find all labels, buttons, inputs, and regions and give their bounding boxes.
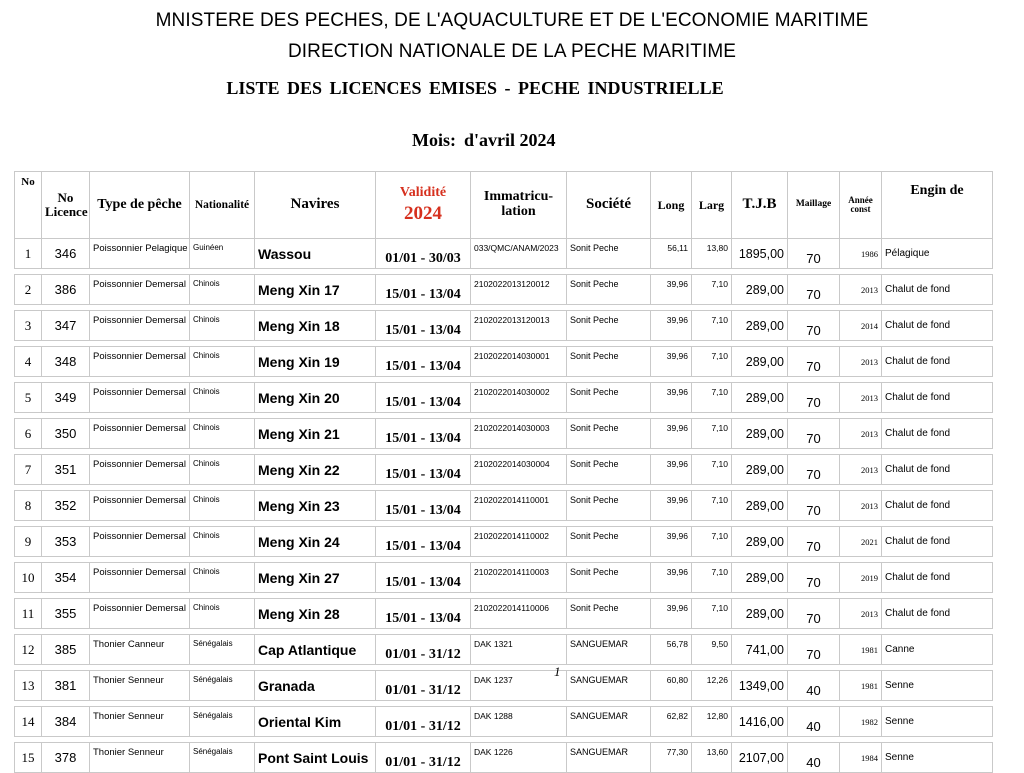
cell-annee: 1981 [840, 671, 882, 701]
cell-tjb: 289,00 [732, 455, 788, 485]
cell-long: 39,96 [651, 419, 692, 449]
cell-engin: Senne [882, 707, 993, 737]
cell-tjb: 289,00 [732, 491, 788, 521]
cell-long: 39,96 [651, 455, 692, 485]
cell-maillage: 40 [788, 671, 840, 701]
cell-maillage: 70 [788, 347, 840, 377]
cell-engin: Chalut de fond [882, 419, 993, 449]
cell-nationalite: Chinois [190, 419, 255, 449]
cell-validite: 15/01 - 13/04 [376, 383, 471, 413]
cell-annee: 1982 [840, 707, 882, 737]
cell-long: 39,96 [651, 311, 692, 341]
cell-immat: 2102022014030003 [471, 419, 567, 449]
cell-type: Poissonnier Pelagique [90, 239, 190, 269]
cell-larg: 9,50 [692, 635, 732, 665]
cell-tjb: 1349,00 [732, 671, 788, 701]
cell-societe: Sonit Peche [567, 527, 651, 557]
cell-long: 60,80 [651, 671, 692, 701]
cell-annee: 2013 [840, 419, 882, 449]
cell-larg: 13,60 [692, 743, 732, 773]
cell-nationalite: Guinéen [190, 239, 255, 269]
cell-maillage: 70 [788, 635, 840, 665]
cell-tjb: 1895,00 [732, 239, 788, 269]
cell-maillage: 70 [788, 275, 840, 305]
cell-societe: Sonit Peche [567, 347, 651, 377]
cell-societe: Sonit Peche [567, 239, 651, 269]
cell-validite: 15/01 - 13/04 [376, 347, 471, 377]
cell-tjb: 2107,00 [732, 743, 788, 773]
cell-societe: SANGUEMAR [567, 707, 651, 737]
col-header-licence [42, 172, 90, 239]
col-header-societe: Société [567, 172, 651, 239]
cell-annee: 2013 [840, 599, 882, 629]
cell-larg: 12,80 [692, 707, 732, 737]
month-label: Mois: [412, 130, 456, 150]
cell-nationalite: Chinois [190, 491, 255, 521]
cell-immat: 2102022013120013 [471, 311, 567, 341]
cell-engin: Chalut de fond [882, 491, 993, 521]
table-header-row [15, 172, 993, 239]
cell-maillage: 70 [788, 599, 840, 629]
cell-long: 56,11 [651, 239, 692, 269]
cell-type: Poissonnier Demersal [90, 419, 190, 449]
cell-tjb: 289,00 [732, 275, 788, 305]
cell-navire: Cap Atlantique [255, 635, 376, 665]
cell-licence: 384 [42, 707, 90, 737]
cell-larg: 7,10 [692, 527, 732, 557]
cell-validite: 01/01 - 31/12 [376, 743, 471, 773]
cell-no: 9 [15, 527, 42, 557]
cell-navire: Meng Xin 18 [255, 311, 376, 341]
cell-societe: Sonit Peche [567, 491, 651, 521]
col-header-annee-line2: const [850, 204, 871, 214]
cell-societe: Sonit Peche [567, 275, 651, 305]
cell-licence: 353 [42, 527, 90, 557]
cell-navire: Meng Xin 28 [255, 599, 376, 629]
cell-engin: Chalut de fond [882, 563, 993, 593]
cell-licence: 352 [42, 491, 90, 521]
cell-nationalite: Chinois [190, 347, 255, 377]
cell-nationalite: Chinois [190, 311, 255, 341]
cell-immat: DAK 1288 [471, 707, 567, 737]
col-header-annee [840, 172, 882, 239]
cell-validite: 15/01 - 13/04 [376, 527, 471, 557]
cell-long: 77,30 [651, 743, 692, 773]
cell-nationalite: Sénégalais [190, 635, 255, 665]
cell-navire: Meng Xin 23 [255, 491, 376, 521]
cell-navire: Granada [255, 671, 376, 701]
cell-long: 39,96 [651, 491, 692, 521]
month-line [412, 130, 556, 151]
cell-immat: 2102022013120012 [471, 275, 567, 305]
cell-licence: 346 [42, 239, 90, 269]
cell-type: Poissonnier Demersal [90, 455, 190, 485]
cell-larg: 12,26 [692, 671, 732, 701]
ministry-title: MNISTERE DES PECHES, DE L'AQUACULTURE ET DE L'ECONOMIE MARITIME [155, 10, 869, 31]
cell-type: Poissonnier Demersal [90, 527, 190, 557]
cell-no: 1 [15, 239, 42, 269]
table-row [15, 707, 993, 737]
cell-maillage: 70 [788, 239, 840, 269]
table-row [15, 671, 993, 701]
cell-type: Poissonnier Demersal [90, 275, 190, 305]
cell-immat: 033/QMC/ANAM/2023 [471, 239, 567, 269]
cell-annee: 1984 [840, 743, 882, 773]
cell-engin: Chalut de fond [882, 383, 993, 413]
cell-tjb: 289,00 [732, 383, 788, 413]
cell-engin: Chalut de fond [882, 455, 993, 485]
cell-licence: 385 [42, 635, 90, 665]
cell-immat: 2102022014030004 [471, 455, 567, 485]
cell-maillage: 70 [788, 419, 840, 449]
cell-engin: Chalut de fond [882, 527, 993, 557]
cell-larg: 7,10 [692, 563, 732, 593]
cell-tjb: 1416,00 [732, 707, 788, 737]
col-header-larg: Larg [692, 172, 732, 239]
cell-licence: 381 [42, 671, 90, 701]
cell-annee: 2014 [840, 311, 882, 341]
col-header-immatriculation [471, 172, 567, 239]
cell-licence: 347 [42, 311, 90, 341]
cell-engin: Pélagique [882, 239, 993, 269]
cell-validite: 15/01 - 13/04 [376, 455, 471, 485]
cell-licence: 351 [42, 455, 90, 485]
cell-engin: Senne [882, 743, 993, 773]
cell-validite: 01/01 - 31/12 [376, 671, 471, 701]
cell-societe: Sonit Peche [567, 599, 651, 629]
cell-tjb: 289,00 [732, 527, 788, 557]
cell-engin: Chalut de fond [882, 275, 993, 305]
cell-annee: 2013 [840, 491, 882, 521]
cell-long: 39,96 [651, 599, 692, 629]
cell-immat: DAK 1321 [471, 635, 567, 665]
table-row [15, 743, 993, 773]
cell-annee: 2021 [840, 527, 882, 557]
cell-no: 6 [15, 419, 42, 449]
cell-societe: SANGUEMAR [567, 671, 651, 701]
cell-societe: Sonit Peche [567, 455, 651, 485]
cell-navire: Pont Saint Louis [255, 743, 376, 773]
cell-annee: 2013 [840, 347, 882, 377]
cell-licence: 349 [42, 383, 90, 413]
cell-long: 39,96 [651, 347, 692, 377]
cell-type: Poissonnier Demersal [90, 563, 190, 593]
cell-tjb: 289,00 [732, 347, 788, 377]
cell-maillage: 40 [788, 743, 840, 773]
col-header-no: No [15, 172, 42, 239]
cell-licence: 378 [42, 743, 90, 773]
direction-title: DIRECTION NATIONALE DE LA PECHE MARITIME [287, 41, 737, 62]
cell-type: Thonier Canneur [90, 635, 190, 665]
cell-immat: 2102022014110006 [471, 599, 567, 629]
cell-long: 39,96 [651, 275, 692, 305]
cell-licence: 386 [42, 275, 90, 305]
cell-societe: SANGUEMAR [567, 635, 651, 665]
cell-validite: 01/01 - 30/03 [376, 239, 471, 269]
cell-immat: 2102022014030002 [471, 383, 567, 413]
cell-nationalite: Chinois [190, 455, 255, 485]
cell-immat: 2102022014110002 [471, 527, 567, 557]
cell-licence: 350 [42, 419, 90, 449]
cell-maillage: 40 [788, 707, 840, 737]
cell-societe: SANGUEMAR [567, 743, 651, 773]
cell-annee: 1981 [840, 635, 882, 665]
cell-validite: 15/01 - 13/04 [376, 563, 471, 593]
cell-nationalite: Chinois [190, 383, 255, 413]
cell-no: 2 [15, 275, 42, 305]
cell-navire: Meng Xin 22 [255, 455, 376, 485]
cell-engin: Chalut de fond [882, 347, 993, 377]
cell-type: Poissonnier Demersal [90, 491, 190, 521]
cell-no: 7 [15, 455, 42, 485]
cell-societe: Sonit Peche [567, 563, 651, 593]
cell-nationalite: Chinois [190, 599, 255, 629]
cell-validite: 15/01 - 13/04 [376, 419, 471, 449]
col-header-immat-line2: lation [501, 204, 536, 219]
cell-engin: Canne [882, 635, 993, 665]
page-number: 1 [554, 664, 561, 679]
cell-societe: Sonit Peche [567, 383, 651, 413]
col-header-long: Long [651, 172, 692, 239]
table-row [15, 491, 993, 521]
month-value: d'avril 2024 [464, 130, 556, 150]
cell-immat: 2102022014110001 [471, 491, 567, 521]
cell-licence: 354 [42, 563, 90, 593]
cell-maillage: 70 [788, 491, 840, 521]
col-header-engin: Engin de [882, 172, 993, 239]
cell-long: 62,82 [651, 707, 692, 737]
table-row [15, 527, 993, 557]
cell-larg: 7,10 [692, 311, 732, 341]
col-header-immat-line1: Immatricu- [483, 189, 554, 205]
cell-validite: 15/01 - 13/04 [376, 599, 471, 629]
cell-no: 13 [15, 671, 42, 701]
table-row [15, 311, 993, 341]
col-header-nationalite: Nationalité [190, 172, 255, 239]
table-row [15, 347, 993, 377]
cell-no: 3 [15, 311, 42, 341]
cell-no: 4 [15, 347, 42, 377]
cell-larg: 7,10 [692, 347, 732, 377]
cell-validite: 01/01 - 31/12 [376, 707, 471, 737]
cell-licence: 355 [42, 599, 90, 629]
licences-table [14, 171, 993, 773]
cell-nationalite: Chinois [190, 275, 255, 305]
table-row [15, 239, 993, 269]
cell-no: 5 [15, 383, 42, 413]
table-body [15, 239, 993, 773]
cell-type: Thonier Senneur [90, 671, 190, 701]
cell-larg: 13,80 [692, 239, 732, 269]
cell-navire: Oriental Kim [255, 707, 376, 737]
cell-navire: Wassou [255, 239, 376, 269]
cell-navire: Meng Xin 21 [255, 419, 376, 449]
table-row [15, 635, 993, 665]
cell-societe: Sonit Peche [567, 419, 651, 449]
cell-immat: DAK 1226 [471, 743, 567, 773]
cell-maillage: 70 [788, 311, 840, 341]
col-header-validite-line1: Validité [399, 184, 447, 200]
col-header-navires: Navires [255, 172, 376, 239]
cell-larg: 7,10 [692, 275, 732, 305]
cell-no: 11 [15, 599, 42, 629]
table-row [15, 455, 993, 485]
cell-long: 39,96 [651, 383, 692, 413]
cell-annee: 2013 [840, 275, 882, 305]
cell-validite: 15/01 - 13/04 [376, 491, 471, 521]
cell-larg: 7,10 [692, 599, 732, 629]
cell-nationalite: Chinois [190, 563, 255, 593]
cell-type: Thonier Senneur [90, 707, 190, 737]
cell-immat: 2102022014110003 [471, 563, 567, 593]
cell-tjb: 289,00 [732, 563, 788, 593]
cell-type: Poissonnier Demersal [90, 347, 190, 377]
cell-annee: 1986 [840, 239, 882, 269]
cell-immat: 2102022014030001 [471, 347, 567, 377]
cell-larg: 7,10 [692, 419, 732, 449]
cell-maillage: 70 [788, 563, 840, 593]
cell-larg: 7,10 [692, 455, 732, 485]
cell-tjb: 741,00 [732, 635, 788, 665]
cell-engin: Chalut de fond [882, 599, 993, 629]
cell-no: 10 [15, 563, 42, 593]
cell-engin: Chalut de fond [882, 311, 993, 341]
cell-type: Thonier Senneur [90, 743, 190, 773]
cell-licence: 348 [42, 347, 90, 377]
cell-maillage: 70 [788, 455, 840, 485]
cell-larg: 7,10 [692, 491, 732, 521]
cell-type: Poissonnier Demersal [90, 383, 190, 413]
cell-navire: Meng Xin 27 [255, 563, 376, 593]
cell-no: 12 [15, 635, 42, 665]
cell-annee: 2013 [840, 455, 882, 485]
table-row [15, 275, 993, 305]
cell-type: Poissonnier Demersal [90, 599, 190, 629]
cell-long: 39,96 [651, 563, 692, 593]
cell-nationalite: Sénégalais [190, 671, 255, 701]
col-header-annee-line1: Année [848, 194, 873, 205]
cell-nationalite: Chinois [190, 527, 255, 557]
cell-navire: Meng Xin 19 [255, 347, 376, 377]
cell-nationalite: Sénégalais [190, 743, 255, 773]
cell-navire: Meng Xin 17 [255, 275, 376, 305]
cell-immat: DAK 1237 [471, 671, 567, 701]
cell-validite: 15/01 - 13/04 [376, 311, 471, 341]
col-header-type: Type de pêche [90, 172, 190, 239]
cell-tjb: 289,00 [732, 599, 788, 629]
cell-no: 8 [15, 491, 42, 521]
cell-navire: Meng Xin 24 [255, 527, 376, 557]
cell-maillage: 70 [788, 527, 840, 557]
cell-tjb: 289,00 [732, 311, 788, 341]
table-row [15, 383, 993, 413]
table-row [15, 419, 993, 449]
cell-validite: 01/01 - 31/12 [376, 635, 471, 665]
cell-tjb: 289,00 [732, 419, 788, 449]
col-header-validite [376, 172, 471, 239]
col-header-licence-line2: Licence [45, 204, 88, 219]
cell-societe: Sonit Peche [567, 311, 651, 341]
col-header-tjb: T.J.B [732, 172, 788, 239]
cell-nationalite: Sénégalais [190, 707, 255, 737]
col-header-validite-year: 2024 [404, 203, 442, 225]
cell-larg: 7,10 [692, 383, 732, 413]
cell-no: 14 [15, 707, 42, 737]
cell-annee: 2013 [840, 383, 882, 413]
cell-maillage: 70 [788, 383, 840, 413]
cell-type: Poissonnier Demersal [90, 311, 190, 341]
cell-long: 39,96 [651, 527, 692, 557]
cell-engin: Senne [882, 671, 993, 701]
cell-no: 15 [15, 743, 42, 773]
cell-validite: 15/01 - 13/04 [376, 275, 471, 305]
col-header-licence-line1: No [57, 190, 74, 206]
cell-annee: 2019 [840, 563, 882, 593]
document-title: LISTE DES LICENCES EMISES - PECHE INDUSTRIELLE [226, 78, 724, 98]
table-row [15, 599, 993, 629]
col-header-maillage: Maillage [788, 172, 840, 239]
cell-long: 56,78 [651, 635, 692, 665]
cell-navire: Meng Xin 20 [255, 383, 376, 413]
table-row [15, 563, 993, 593]
